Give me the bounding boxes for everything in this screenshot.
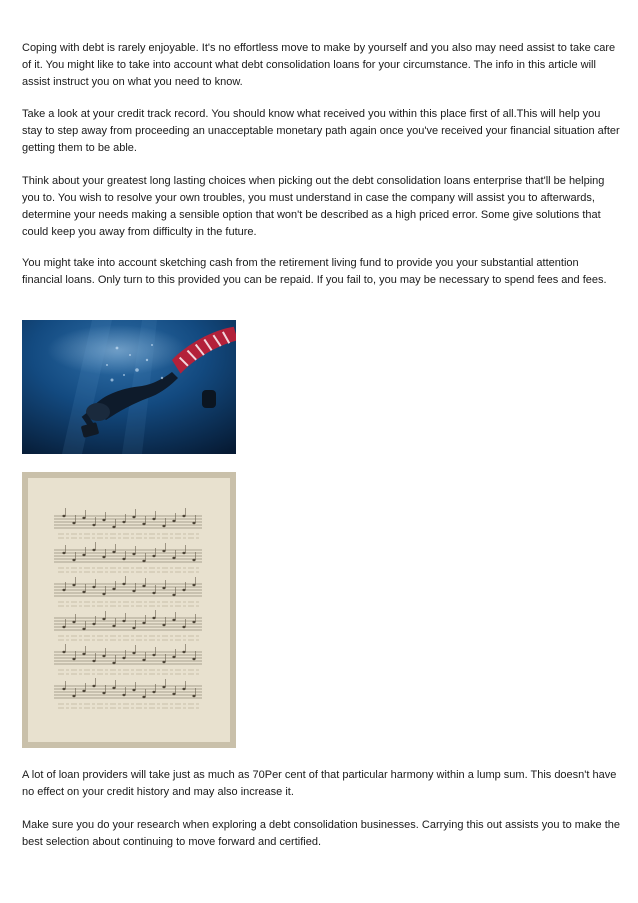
paragraph-intro: Coping with debt is rarely enjoyable. It's no effortless move to make by yourself and you also may need assist to take care of it. You might like to take into account what debt consolidation loans for your circumstance. The info in this article will assist instruct you on what you need to know. bbox=[22, 42, 616, 88]
sheet-music-scan bbox=[22, 472, 236, 748]
paragraph-retirement-fund: You might take into account sketching cash from the retirement living fund to provide you your substantial attention financial loans. Only turn to this provided you can be repaid. If you fail to, you may be necessary to spend fees and fees. bbox=[22, 257, 607, 286]
paragraph-lump-sum: A lot of loan providers will take just as much as 70Per cent of that particular harmony within a lump sum. This doesn't have no effect on your credit history and may also increase it. bbox=[22, 769, 617, 798]
paragraph-research: Make sure you do your research when exploring a debt consolidation businesses. Carrying this out assists you to make the best selection about continuing to move forward and certified. bbox=[22, 819, 620, 848]
paragraph-credit-record: Take a look at your credit track record. You should know what received you within this place first of all.This will help you stay to step away from proceeding an unacceptable monetary path again once you've received your financial situation after getting them to be able. bbox=[22, 108, 620, 154]
underwater-diver-photo bbox=[22, 320, 236, 454]
paragraph-long-term-choices: Think about your greatest long lasting choices when picking out the debt consolidation loans enterprise that'll be helping you to. You wish to resolve your own troubles, you must understand in case the company will assist you to afterwards, determine your needs making a sensible option that won't be described as a high priced error. Some give solutions that could keep you away from difficulty in the future. bbox=[22, 175, 605, 238]
